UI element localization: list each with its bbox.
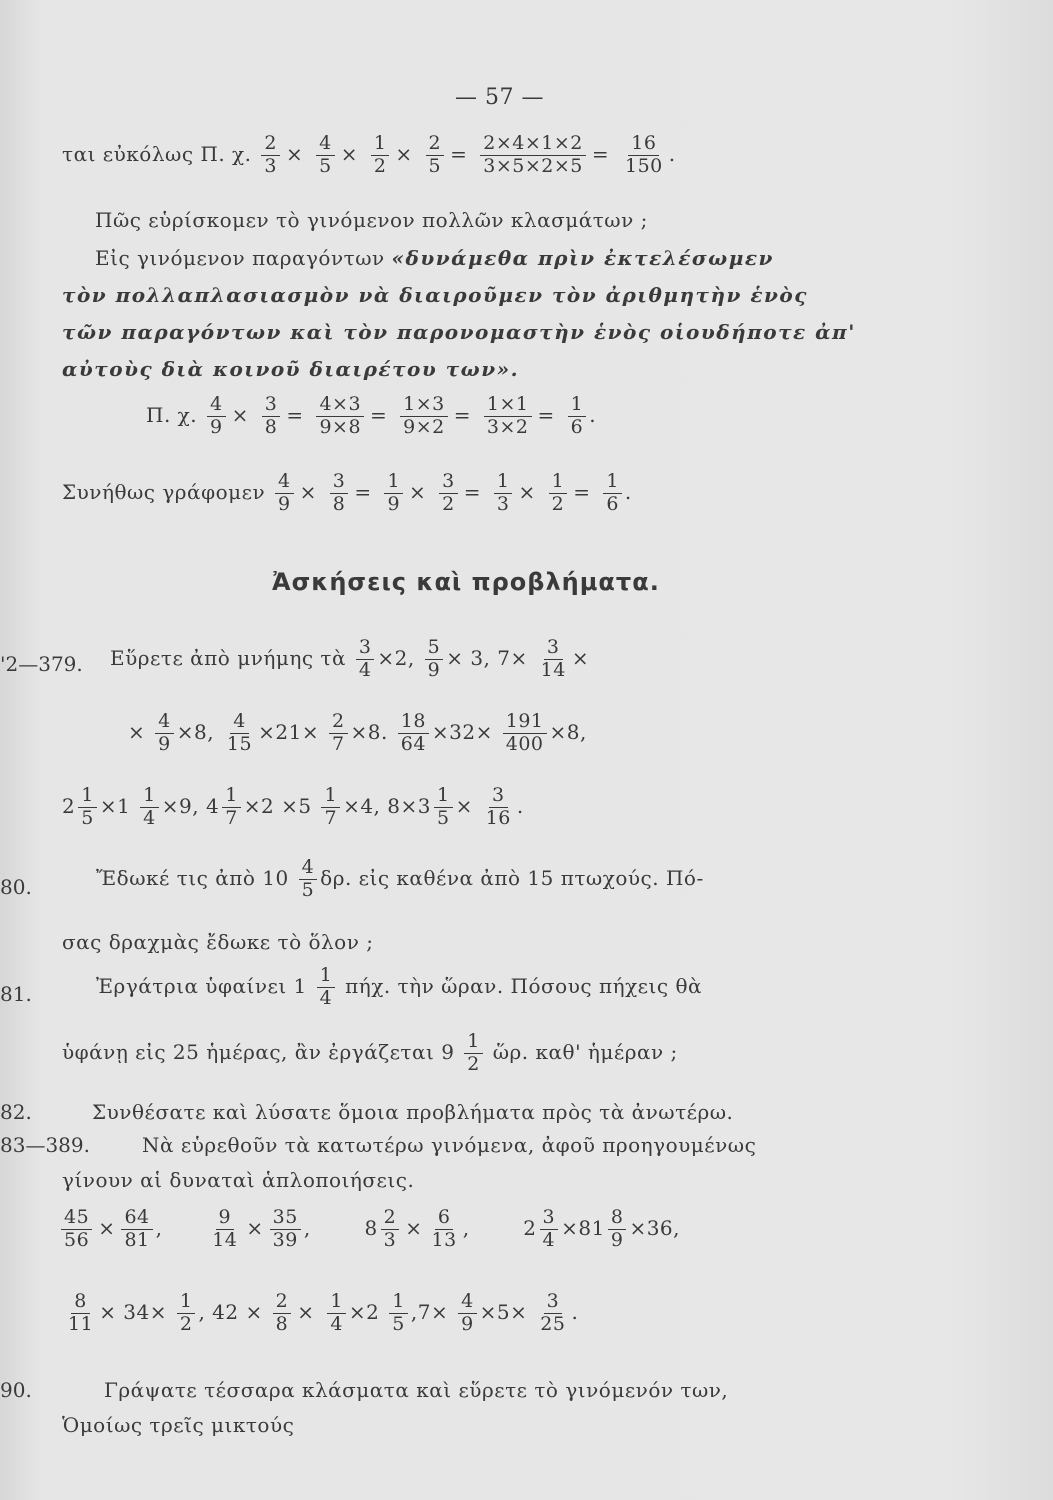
fraction: $\frac{4}{9}$ [458,1292,477,1335]
example-2: Π. χ. $\frac{4}{9}$ × $\frac{3}{8}$ = $\frac{4\times 3}{9\times 8}$ = $\frac{1\times 3}{9\times 2}$ = $\frac{1\times 1}{3\times 2}$ = $\frac{1}{6}$ . [146,393,597,438]
exercise-390-text: Γράψατε τέσσαρα κλάσματα καὶ εὕρετε τὸ γινόμενόν των, [104,1378,729,1402]
fraction: $\frac{8}{9}$ [608,1208,627,1251]
exercise-383-line-2: γίνουν αἱ δυναταὶ ἁπλοποιήσεις. [62,1168,415,1192]
exercise-number: 90. [0,1378,32,1402]
exercise-number: 82. [0,1100,32,1124]
fraction: $\frac{6}{13}$ [431,1206,457,1251]
page-number: — 57 — [455,85,544,110]
fraction: $\frac{5}{9}$ [425,638,444,681]
fraction: $\frac{64}{81}$ [121,1208,152,1251]
fraction: $\frac{1}{4}$ [327,1292,346,1335]
exercise-379-line-2: × $\frac{4}{9}$ ×8, $\frac{4}{15}$ ×21× $\frac{2}{7}$ ×8. $\frac{18}{64}$ ×32× $\frac{191}{400}$ ×8, [128,710,587,755]
fraction: $\frac{1}{7}$ [222,786,241,829]
fraction: $\frac{4}{9}$ [207,395,226,438]
fraction: $\frac{3}{4}$ [356,638,375,681]
intro-example: ται εὐκόλως Π. χ. $\frac{2}{3}$ × $\frac{4}{5}$ × $\frac{1}{2}$ × $\frac{2}{5}$ = $\frac{2\times 4\times 1\times 2}{3\times 5\times 2\times 5}$ = $\frac{16}{150}$ . [62,132,676,177]
fraction: $\frac{18}{64}$ [398,712,429,755]
fraction: $\frac{1}{4}$ [140,786,159,829]
fraction: $\frac{3}{25}$ [540,1290,566,1335]
fraction: $\frac{8}{11}$ [68,1290,94,1335]
fraction: $\frac{1}{6}$ [568,395,587,438]
exercise-381-line-2: ὑφάνῃ εἰς 25 ἡμέρας, ἂν ἐργάζεται 9 $\frac{1}{2}$ ὥρ. καθ' ἡμέραν ; [62,1030,678,1075]
fraction: $\frac{4}{9}$ [275,472,294,515]
question-text: Πῶς εὑρίσκομεν τὸ γινόμενον πολλῶν κλασμάτων ; [95,208,648,232]
exercise-383-row-1: $\frac{45}{56}$ × $\frac{64}{81}$ , $\frac{9}{14}$ × $\frac{35}{39}$ , 8 $\frac{2}{3}$ × $\frac{6}{13}$ , 2 $\frac{3}{4}$ ×81 $\frac{8}{9}$ ×36, [58,1208,680,1251]
fraction: $\frac{45}{56}$ [61,1208,92,1251]
fraction: $\frac{1}{7}$ [321,786,340,829]
fraction: $\frac{4}{5}$ [299,858,318,901]
exercise-379-line-1: Εὕρετε ἀπὸ μνήμης τὰ $\frac{3}{4}$ ×2, $\frac{5}{9}$ × 3, 7× $\frac{3}{14}$ × [110,636,590,681]
fraction: $\frac{1}{2}$ [464,1032,483,1075]
fraction: $\frac{35}{39}$ [270,1208,301,1251]
fraction: $\frac{3}{4}$ [540,1208,559,1251]
fraction: $\frac{2\times 4\times 1\times 2}{3\times 5\times 2\times 5}$ [480,134,586,177]
fraction: $\frac{3}{2}$ [439,472,458,515]
rule-line-4: αὐτοὺς διὰ κοινοῦ διαιρέτου των». [62,357,520,381]
fraction: $\frac{1}{5}$ [78,786,97,829]
fraction: $\frac{1}{2}$ [177,1292,196,1335]
fraction: $\frac{9}{14}$ [212,1206,238,1251]
fraction: $\frac{1}{9}$ [384,472,403,515]
fraction: $\frac{1\times 3}{9\times 2}$ [400,395,448,438]
fraction: $\frac{2}{5}$ [426,134,445,177]
exercise-383-row-2: $\frac{8}{11}$ × 34× $\frac{1}{2}$ , 42 × $\frac{2}{8}$ × $\frac{1}{4}$ ×2 $\frac{1}{5}$ ,7× $\frac{4}{9}$ ×5× $\frac{3}{25}$ . [62,1292,578,1335]
fraction: $\frac{4}{15}$ [226,710,253,755]
exercise-number: 83—389. [0,1133,90,1157]
fraction: $\frac{2}{3}$ [261,134,280,177]
fraction: $\frac{3}{8}$ [330,472,349,515]
exercise-383-text: Νὰ εὑρεθοῦν τὰ κατωτέρω γινόμενα, ἀφοῦ προηγουμένως [142,1133,757,1157]
rule-line-3: τῶν παραγόντων καὶ τὸν παρονομαστὴν ἑνὸς οἱουδήποτε ἀπ' [62,320,856,344]
fraction: $\frac{1}{6}$ [603,472,622,515]
exercise-390-line-2: Ὁμοίως τρεῖς μικτούς [62,1413,295,1437]
fraction: $\frac{1}{5}$ [389,1292,408,1335]
fraction: $\frac{1}{4}$ [317,966,336,1009]
usually-line: Συνήθως γράφομεν $\frac{4}{9}$ × $\frac{3}{8}$ = $\frac{1}{9}$ × $\frac{3}{2}$ = $\frac{1}{3}$ × $\frac{1}{2}$ = $\frac{1}{6}$ . [62,470,632,515]
fraction: $\frac{2}{8}$ [273,1292,292,1335]
fraction: $\frac{2}{7}$ [329,712,348,755]
exercise-380-line-2: σας δραχμὰς ἔδωκε τὸ ὅλον ; [62,930,374,954]
section-title: Ἀσκήσεις καὶ προβλήματα. [272,568,660,596]
fraction: $\frac{1}{3}$ [494,472,513,515]
fraction: $\frac{1}{5}$ [434,786,453,829]
fraction: $\frac{4}{5}$ [316,134,335,177]
fraction: $\frac{1}{2}$ [549,472,568,515]
fraction: $\frac{4}{9}$ [155,712,174,755]
rule-line-2: τὸν πολλαπλασιασμὸν νὰ διαιροῦμεν τὸν ἀριθμητὴν ἑνὸς [62,283,808,307]
fraction: $\frac{16}{150}$ [625,132,663,177]
fraction: $\frac{1\times 1}{3\times 2}$ [484,395,532,438]
fraction: $\frac{3}{8}$ [262,395,281,438]
fraction: $\frac{3}{16}$ [485,784,511,829]
exercise-379-line-3: 2 $\frac{1}{5}$ ×1 $\frac{1}{4}$ ×9, 4 $\frac{1}{7}$ ×2 ×5 $\frac{1}{7}$ ×4, 8×3 $\frac{1}{5}$ × $\frac{3}{16}$ . [62,784,524,829]
exercise-381-line-1: Ἐργάτρια ὑφαίνει 1 $\frac{1}{4}$ πήχ. τὴν ὥραν. Πόσους πήχεις θὰ [96,964,702,1009]
fraction: $\frac{1}{2}$ [371,134,390,177]
exercise-number: '2—379. [0,652,83,676]
exercise-382-text: Συνθέσατε καὶ λύσατε ὅμοια προβλήματα πρὸς τὰ ἀνωτέρω. [92,1100,734,1124]
fraction: $\frac{191}{400}$ [503,712,547,755]
intro-prefix: ται εὐκόλως Π. χ. [62,141,252,166]
fraction: $\frac{4\times 3}{9\times 8}$ [316,395,364,438]
fraction: $\frac{3}{14}$ [540,636,566,681]
exercise-number: 81. [0,982,32,1006]
fraction: $\frac{2}{3}$ [381,1208,400,1251]
exercise-380-line-1: Ἔδωκέ τις ἀπὸ 10 $\frac{4}{5}$ δρ. εἰς καθένα ἀπὸ 15 πτωχούς. Πό- [96,856,704,901]
rule-line-1: Εἰς γινόμενον παραγόντων «δυνάμεθα πρὶν ἐκτελέσωμεν [95,246,774,270]
exercise-number: 80. [0,875,32,899]
